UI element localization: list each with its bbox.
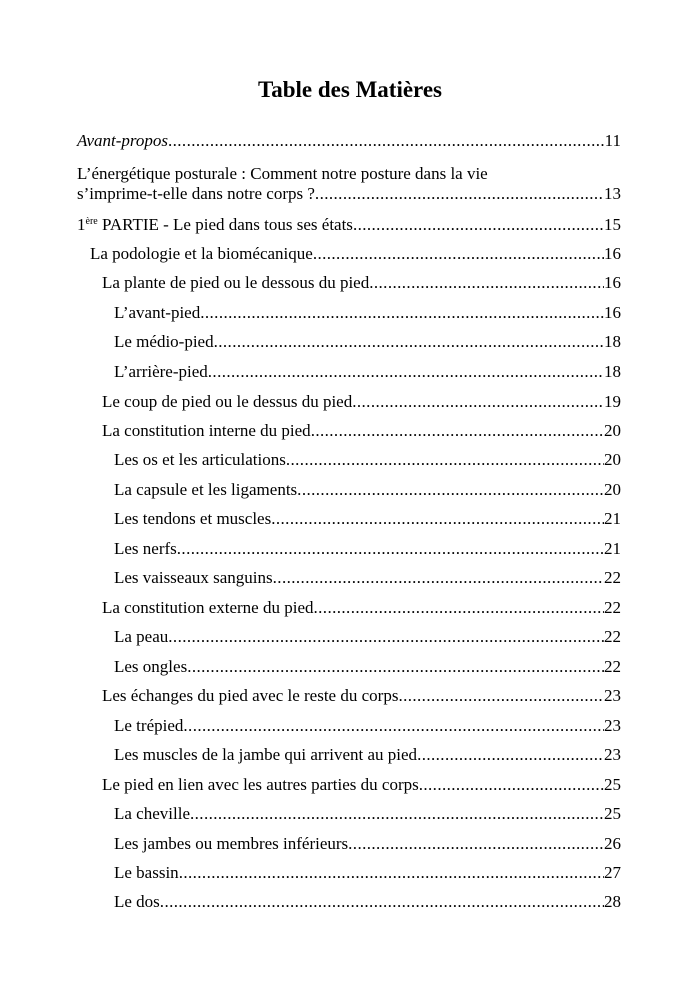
dot-leader	[208, 362, 604, 382]
dot-leader	[419, 775, 604, 795]
toc-entry-echanges-pied[interactable]	[102, 686, 621, 706]
toc-entry-energetique-posturale[interactable]	[77, 164, 621, 204]
dot-leader	[177, 539, 604, 559]
dot-leader	[271, 509, 604, 529]
toc-entry-label: L’avant-pied	[114, 303, 201, 322]
toc-entry-page: 15	[604, 215, 621, 234]
toc-entry-muscles-jambe[interactable]	[114, 745, 621, 765]
toc-entry-page: 25	[604, 775, 621, 794]
toc-entry-label: La podologie et la biomécanique	[90, 244, 313, 263]
toc-entry-label: Le trépied	[114, 716, 184, 735]
toc-entry-page: 23	[604, 686, 621, 705]
ordinal-suffix: ère	[85, 216, 98, 227]
toc-entry-peau[interactable]	[114, 627, 621, 647]
toc-entry-label: L’arrière-pied	[114, 362, 208, 381]
toc-entry-page: 11	[604, 131, 621, 150]
toc-entry-vaisseaux-sanguins[interactable]	[114, 568, 621, 588]
part-number: 1	[77, 215, 86, 234]
toc-entry-label: s’imprime-t-elle dans notre corps ?	[77, 184, 315, 203]
toc-entry-page: 25	[604, 804, 621, 823]
toc-entry-label: Le dos	[114, 892, 160, 911]
toc-entry-page: 23	[604, 745, 621, 764]
toc-entry-os-articulations[interactable]	[114, 450, 621, 470]
dot-leader	[398, 686, 604, 706]
toc-entry-coup-de-pied[interactable]	[102, 392, 621, 412]
page-title: Table des Matières	[258, 77, 442, 102]
dot-leader	[168, 627, 604, 647]
toc-entry-label: Les vaisseaux sanguins	[114, 568, 273, 587]
toc-entry-page: 13	[604, 184, 621, 203]
dot-leader	[160, 892, 604, 912]
toc-entry-label: Les échanges du pied avec le reste du corps	[102, 686, 399, 705]
toc-entry-page: 20	[604, 480, 621, 499]
toc-entry-nerfs[interactable]	[114, 539, 621, 559]
toc-entry-label: La plante de pied ou le dessous du pied	[102, 273, 370, 292]
dot-leader	[369, 273, 604, 293]
toc-entry-jambes[interactable]	[114, 834, 621, 854]
dot-leader	[286, 450, 604, 470]
toc-entry-constitution-interne[interactable]	[102, 421, 621, 441]
toc-entry-label: Les os et les articulations	[114, 450, 286, 469]
toc-entry-page: 19	[604, 392, 621, 411]
dot-leader	[313, 244, 604, 264]
toc-entry-trepied[interactable]	[114, 716, 621, 736]
part-title: PARTIE - Le pied dans tous ses états	[97, 215, 353, 234]
dot-leader	[200, 303, 604, 323]
toc-entry-constitution-externe[interactable]	[102, 598, 621, 618]
toc-entry-medio-pied[interactable]	[114, 332, 621, 352]
dot-leader	[214, 332, 604, 352]
toc-entry-page: 18	[604, 362, 621, 381]
toc-entry-page: 22	[604, 598, 621, 617]
dot-leader	[311, 421, 604, 441]
toc-entry-plante-de-pied[interactable]	[102, 273, 621, 293]
toc-entry-page: 23	[604, 716, 621, 735]
toc-entry-page: 21	[604, 539, 621, 558]
toc-entry-tendons-muscles[interactable]	[114, 509, 621, 529]
toc-entry-page: 20	[604, 450, 621, 469]
toc-entry-label: Avant-propos	[77, 131, 168, 150]
toc-entry-page: 22	[604, 657, 621, 676]
toc-entry-arriere-pied[interactable]	[114, 362, 621, 382]
dot-leader	[417, 745, 604, 765]
toc-entry-label-line1: L’énergétique posturale : Comment notre posture dans la vie	[77, 164, 488, 183]
dot-leader	[352, 392, 604, 412]
toc-entry-page: 16	[604, 273, 621, 292]
toc-entry-pied-en-lien[interactable]	[102, 775, 621, 795]
toc-entry-page: 27	[604, 863, 621, 882]
toc-entry-page: 16	[604, 244, 621, 263]
toc-entry-avant-propos[interactable]	[77, 131, 621, 151]
dot-leader	[179, 863, 604, 883]
toc-entry-label: La peau	[114, 627, 169, 646]
toc-entry-bassin[interactable]	[114, 863, 621, 883]
toc-entry-page: 18	[604, 332, 621, 351]
dot-leader	[297, 480, 604, 500]
toc-entry-page: 20	[604, 421, 621, 440]
toc-entry-label: Les nerfs	[114, 539, 177, 558]
dot-leader	[353, 215, 604, 235]
toc-entry-podologie[interactable]	[90, 244, 621, 264]
toc-entry-label: Les muscles de la jambe qui arrivent au pied	[114, 745, 418, 764]
toc-entry-page: 26	[604, 834, 621, 853]
toc-entry-page: 28	[604, 892, 621, 911]
dot-leader	[314, 598, 605, 618]
toc-entry-label: Les jambes ou membres inférieurs	[114, 834, 349, 853]
toc-entry-avant-pied[interactable]	[114, 303, 621, 323]
dot-leader	[273, 568, 604, 588]
toc-entry-label: Le pied en lien avec les autres parties du corps	[102, 775, 419, 794]
toc-entry-page: 16	[604, 303, 621, 322]
dot-leader	[315, 184, 604, 204]
dot-leader	[187, 657, 604, 677]
toc-entry-label: La capsule et les ligaments	[114, 480, 298, 499]
toc-entry-capsule-ligaments[interactable]	[114, 480, 621, 500]
toc-entry-label: Les ongles	[114, 657, 188, 676]
toc-entry-label: La cheville	[114, 804, 190, 823]
toc-entry-cheville[interactable]	[114, 804, 621, 824]
dot-leader	[348, 834, 604, 854]
toc-entry-label: Le médio-pied	[114, 332, 214, 351]
toc-entry-label: La constitution interne du pied	[102, 421, 311, 440]
toc-entry-ongles[interactable]	[114, 657, 621, 677]
toc-entry-dos[interactable]	[114, 892, 621, 912]
toc-entry-page: 21	[604, 509, 621, 528]
dot-leader	[168, 131, 605, 151]
toc-entry-label: La constitution externe du pied	[102, 598, 314, 617]
toc-entry-label	[77, 215, 353, 235]
toc-entry-label: Le coup de pied ou le dessus du pied	[102, 392, 353, 411]
toc-entry-label: Les tendons et muscles	[114, 509, 272, 528]
toc-entry-page: 22	[604, 627, 621, 646]
dot-leader	[183, 716, 604, 736]
toc-entry-page: 22	[604, 568, 621, 587]
toc-entry-label: Le bassin	[114, 863, 179, 882]
dot-leader	[190, 804, 604, 824]
toc-entry-premiere-partie[interactable]	[77, 215, 621, 235]
